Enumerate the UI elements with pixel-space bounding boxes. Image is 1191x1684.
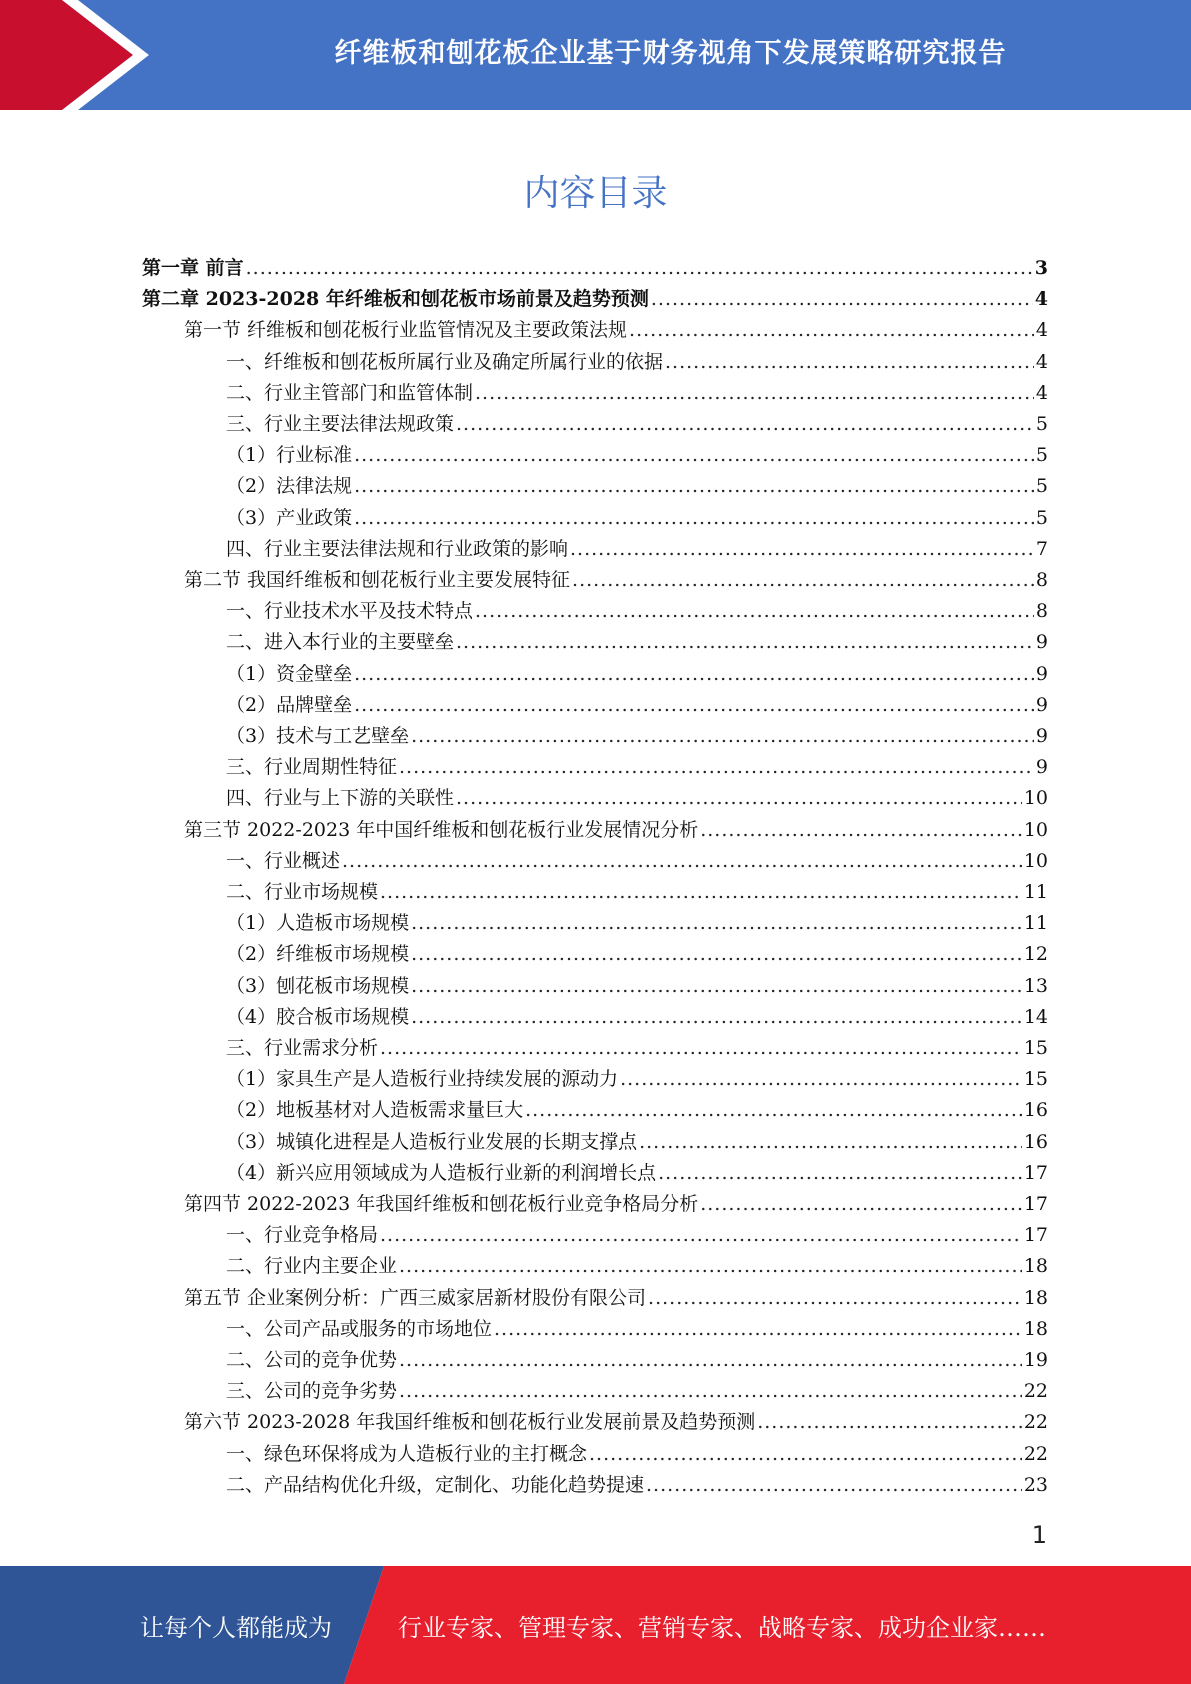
footer-slogan-left: 让每个人都能成为 <box>140 1613 332 1642</box>
toc-entry[interactable] <box>142 347 1048 378</box>
toc-entry-text: （2）法律法规 <box>226 475 353 498</box>
toc-dot-leader <box>648 1283 1022 1314</box>
toc-dot-leader <box>399 1251 1022 1282</box>
report-title: 纤维板和刨花板企业基于财务视角下发展策略研究报告 <box>334 37 1007 69</box>
toc-dot-leader <box>700 1189 1022 1220</box>
toc-dot-leader <box>757 1407 1022 1438</box>
toc-dot-leader <box>570 534 1034 565</box>
toc-entry[interactable] <box>142 1064 1048 1095</box>
toc-dot-leader <box>525 1095 1022 1126</box>
toc-entry-page: 7 <box>1035 537 1048 560</box>
toc-entry-page: 9 <box>1035 725 1048 747</box>
toc-entry-text: 三、行业周期性特征 <box>226 756 398 779</box>
toc-entry-page: 10 <box>1023 849 1048 872</box>
toc-entry-text: （3）技术与工艺壁垒 <box>226 725 410 747</box>
toc-dot-leader <box>399 752 1034 783</box>
toc-entry-page: 9 <box>1035 693 1048 716</box>
toc-entry-text: （1）人造板市场规模 <box>226 912 410 935</box>
toc-dot-leader <box>399 1376 1022 1407</box>
toc-entry-text: 一、行业竞争格局 <box>226 1224 379 1247</box>
toc-entry-text: 二、行业主管部门和监管体制 <box>226 381 474 404</box>
toc-entry-text: 二、行业市场规模 <box>226 881 379 903</box>
toc-dot-leader <box>411 939 1022 970</box>
toc-entry-text: （2）纤维板市场规模 <box>226 943 410 966</box>
toc-entry-text: （4）新兴应用领域成为人造板行业新的利润增长点 <box>226 1161 657 1184</box>
toc-entry[interactable] <box>142 1314 1048 1345</box>
toc-entry-text: 第六节 2023-2028 年我国纤维板和刨花板行业发展前景及趋势预测 <box>184 1411 756 1434</box>
toc-entry[interactable] <box>142 627 1048 658</box>
toc-dot-leader <box>399 1345 1022 1376</box>
toc-entry-text: 一、绿色环保将成为人造板行业的主打概念 <box>226 1442 588 1465</box>
toc-dot-leader <box>665 347 1034 378</box>
toc-entry[interactable] <box>142 378 1048 409</box>
toc-entry-text: 第一章 前言 <box>142 257 244 279</box>
toc-entry-page: 16 <box>1023 1099 1048 1122</box>
toc-dot-leader <box>354 659 1034 690</box>
toc-entry-text: 第一节 纤维板和刨花板行业监管情况及主要政策法规 <box>184 319 628 342</box>
toc-dot-leader <box>456 409 1034 440</box>
toc-entry-text: （3）城镇化进程是人造板行业发展的长期支撑点 <box>226 1130 638 1153</box>
toc-entry[interactable] <box>142 1470 1048 1501</box>
footer-slogan-right: 行业专家、管理专家、营销专家、战略专家、成功企业家…… <box>398 1613 1046 1642</box>
toc-entry-text: 第二章 2023-2028 年纤维板和刨花板市场前景及趋势预测 <box>142 288 649 311</box>
toc-entry-text: 二、进入本行业的主要壁垒 <box>226 631 455 654</box>
toc-entry[interactable] <box>142 877 1048 908</box>
toc-dot-leader <box>639 1127 1022 1158</box>
toc-entry-page: 4 <box>1035 350 1048 373</box>
toc-dot-leader <box>620 1064 1022 1095</box>
toc-entry[interactable] <box>142 815 1048 846</box>
toc-entry-text: （2）地板基材对人造板需求量巨大 <box>226 1099 524 1122</box>
toc-entry-page: 11 <box>1023 912 1048 935</box>
toc-entry[interactable] <box>142 1407 1048 1438</box>
toc-entry[interactable] <box>142 1376 1048 1407</box>
toc-entry-page: 15 <box>1023 1068 1048 1091</box>
toc-entry-page: 9 <box>1035 631 1048 654</box>
toc-entry-text: 第三节 2022-2023 年中国纤维板和刨花板行业发展情况分析 <box>184 818 699 841</box>
toc-entry-text: 第二节 我国纤维板和刨花板行业主要发展特征 <box>184 569 571 591</box>
toc-entry-page: 5 <box>1035 413 1048 435</box>
toc-entry-text: 一、纤维板和刨花板所属行业及确定所属行业的依据 <box>226 350 664 373</box>
toc-dot-leader <box>646 1470 1022 1501</box>
toc-entry[interactable] <box>142 971 1048 1002</box>
toc-dot-leader <box>380 1033 1022 1064</box>
toc-entry-text: （1）资金壁垒 <box>226 662 353 685</box>
toc-dot-leader <box>354 690 1034 721</box>
toc-entry-page: 14 <box>1023 1005 1048 1028</box>
toc-entry-page: 17 <box>1023 1224 1048 1247</box>
toc-dot-leader <box>411 971 1022 1002</box>
toc-entry[interactable] <box>142 284 1048 315</box>
toc-entry-text: 四、行业与上下游的关联性 <box>226 787 455 810</box>
toc-entry-page: 13 <box>1023 974 1048 997</box>
toc-entry-text: （1）家具生产是人造板行业持续发展的源动力 <box>226 1068 619 1091</box>
toc-entry-text: 一、公司产品或服务的市场地位 <box>226 1317 493 1340</box>
toc-dot-leader <box>411 1002 1022 1033</box>
toc-entry[interactable] <box>142 1127 1048 1158</box>
toc-entry-page: 22 <box>1023 1380 1048 1403</box>
toc-entry-page: 22 <box>1023 1442 1048 1465</box>
toc-entry[interactable] <box>142 846 1048 877</box>
toc-entry[interactable] <box>142 1095 1048 1126</box>
page-number: 1 <box>1031 1521 1047 1549</box>
toc-entry-page: 9 <box>1035 756 1048 779</box>
toc-entry[interactable] <box>142 659 1048 690</box>
toc-dot-leader <box>246 253 1033 284</box>
toc-entry[interactable] <box>142 253 1048 284</box>
toc-dot-leader <box>475 378 1034 409</box>
toc-entry-text: 二、公司的竞争优势 <box>226 1349 398 1371</box>
toc-dot-leader <box>354 471 1034 502</box>
toc-entry-page: 5 <box>1035 444 1048 467</box>
toc-entry-page: 5 <box>1035 475 1048 498</box>
toc-entry[interactable] <box>142 1002 1048 1033</box>
toc-entry-page: 23 <box>1023 1473 1048 1496</box>
toc-entry[interactable] <box>142 939 1048 970</box>
toc-entry[interactable] <box>142 315 1048 346</box>
toc-entry[interactable] <box>142 596 1048 627</box>
toc-entry[interactable] <box>142 1189 1048 1220</box>
toc-entry-page: 10 <box>1023 818 1048 841</box>
toc-heading: 内容目录 <box>523 173 668 214</box>
toc-entry[interactable] <box>142 409 1048 440</box>
toc-dot-leader <box>475 596 1034 627</box>
toc-entry[interactable] <box>142 1345 1048 1376</box>
toc-dot-leader <box>380 1220 1022 1251</box>
toc-dot-leader <box>354 503 1034 534</box>
toc-entry-text: （3）产业政策 <box>226 506 353 529</box>
toc-dot-leader <box>354 440 1034 471</box>
toc-dot-leader <box>629 315 1034 346</box>
toc-entry[interactable] <box>142 721 1048 752</box>
toc-entry-page: 9 <box>1035 662 1048 685</box>
toc-entry-text: 一、行业概述 <box>226 849 341 872</box>
toc-entry-page: 15 <box>1023 1037 1048 1059</box>
toc-entry-page: 18 <box>1023 1286 1048 1309</box>
toc-entry-page: 11 <box>1023 881 1048 903</box>
toc-entry[interactable] <box>142 1251 1048 1282</box>
toc-entry-page: 18 <box>1023 1255 1048 1278</box>
toc-entry[interactable] <box>142 783 1048 814</box>
toc-entry-text: 三、行业需求分析 <box>226 1037 379 1059</box>
toc-dot-leader <box>456 627 1034 658</box>
toc-entry-page: 5 <box>1035 506 1048 529</box>
toc-entry-text: （2）品牌壁垒 <box>226 693 353 716</box>
toc-entry[interactable] <box>142 534 1048 565</box>
toc-entry-text: 二、产品结构优化升级，定制化、功能化趋势提速 <box>226 1473 645 1496</box>
toc-dot-leader <box>572 565 1034 596</box>
toc-entry[interactable] <box>142 471 1048 502</box>
toc-entry-page: 12 <box>1023 943 1048 966</box>
toc-entry-page: 3 <box>1034 257 1048 279</box>
toc-dot-leader <box>589 1439 1022 1470</box>
header-arrow-decoration <box>0 0 160 110</box>
toc-entry-page: 16 <box>1023 1130 1048 1153</box>
toc-entry-text: 第五节 企业案例分析：广西三威家居新材股份有限公司 <box>184 1286 647 1309</box>
toc-entry[interactable] <box>142 1439 1048 1470</box>
toc-entry-page: 4 <box>1035 381 1048 404</box>
toc-dot-leader <box>494 1314 1022 1345</box>
toc-entry[interactable] <box>142 1220 1048 1251</box>
toc-entry[interactable] <box>142 908 1048 939</box>
toc-entry-text: 二、行业内主要企业 <box>226 1255 398 1278</box>
toc-entry[interactable] <box>142 440 1048 471</box>
toc-dot-leader <box>658 1158 1022 1189</box>
toc-dot-leader <box>380 877 1022 908</box>
toc-entry[interactable] <box>142 690 1048 721</box>
toc-entry-page: 17 <box>1023 1161 1048 1184</box>
toc-dot-leader <box>411 721 1034 752</box>
toc-entry-text: （1）行业标准 <box>226 444 353 467</box>
toc-entry-text: （4）胶合板市场规模 <box>226 1005 410 1028</box>
toc-entry[interactable] <box>142 565 1048 596</box>
toc-dot-leader <box>342 846 1022 877</box>
toc-entry[interactable] <box>142 503 1048 534</box>
toc-dot-leader <box>456 783 1022 814</box>
toc-entry-text: 一、行业技术水平及技术特点 <box>226 600 474 623</box>
toc-entry[interactable] <box>142 1033 1048 1064</box>
toc-entry-page: 10 <box>1023 787 1048 810</box>
toc-entry-page: 8 <box>1035 600 1048 623</box>
toc-dot-leader <box>411 908 1022 939</box>
toc-dot-leader <box>651 284 1033 315</box>
toc-entry-text: （3）刨花板市场规模 <box>226 974 410 997</box>
toc-entry-text: 第四节 2022-2023 年我国纤维板和刨花板行业竞争格局分析 <box>184 1193 699 1215</box>
toc-entry-page: 22 <box>1023 1411 1048 1434</box>
footer-banner <box>0 1566 1191 1684</box>
toc-entry[interactable] <box>142 752 1048 783</box>
toc-entry-text: 四、行业主要法律法规和行业政策的影响 <box>226 537 569 560</box>
toc-entry-page: 17 <box>1023 1193 1048 1215</box>
toc-entry[interactable] <box>142 1283 1048 1314</box>
toc-entry-page: 8 <box>1035 569 1048 591</box>
toc-entry-page: 19 <box>1023 1349 1048 1371</box>
toc-entry-page: 4 <box>1034 288 1048 311</box>
toc-entry-text: 三、公司的竞争劣势 <box>226 1380 398 1403</box>
toc-entry-text: 三、行业主要法律法规政策 <box>226 413 455 435</box>
report-header-banner <box>0 0 1191 110</box>
toc-entry-page: 18 <box>1023 1317 1048 1340</box>
toc-entry[interactable] <box>142 1158 1048 1189</box>
toc-dot-leader <box>700 815 1022 846</box>
toc-entry-page: 4 <box>1035 319 1048 342</box>
